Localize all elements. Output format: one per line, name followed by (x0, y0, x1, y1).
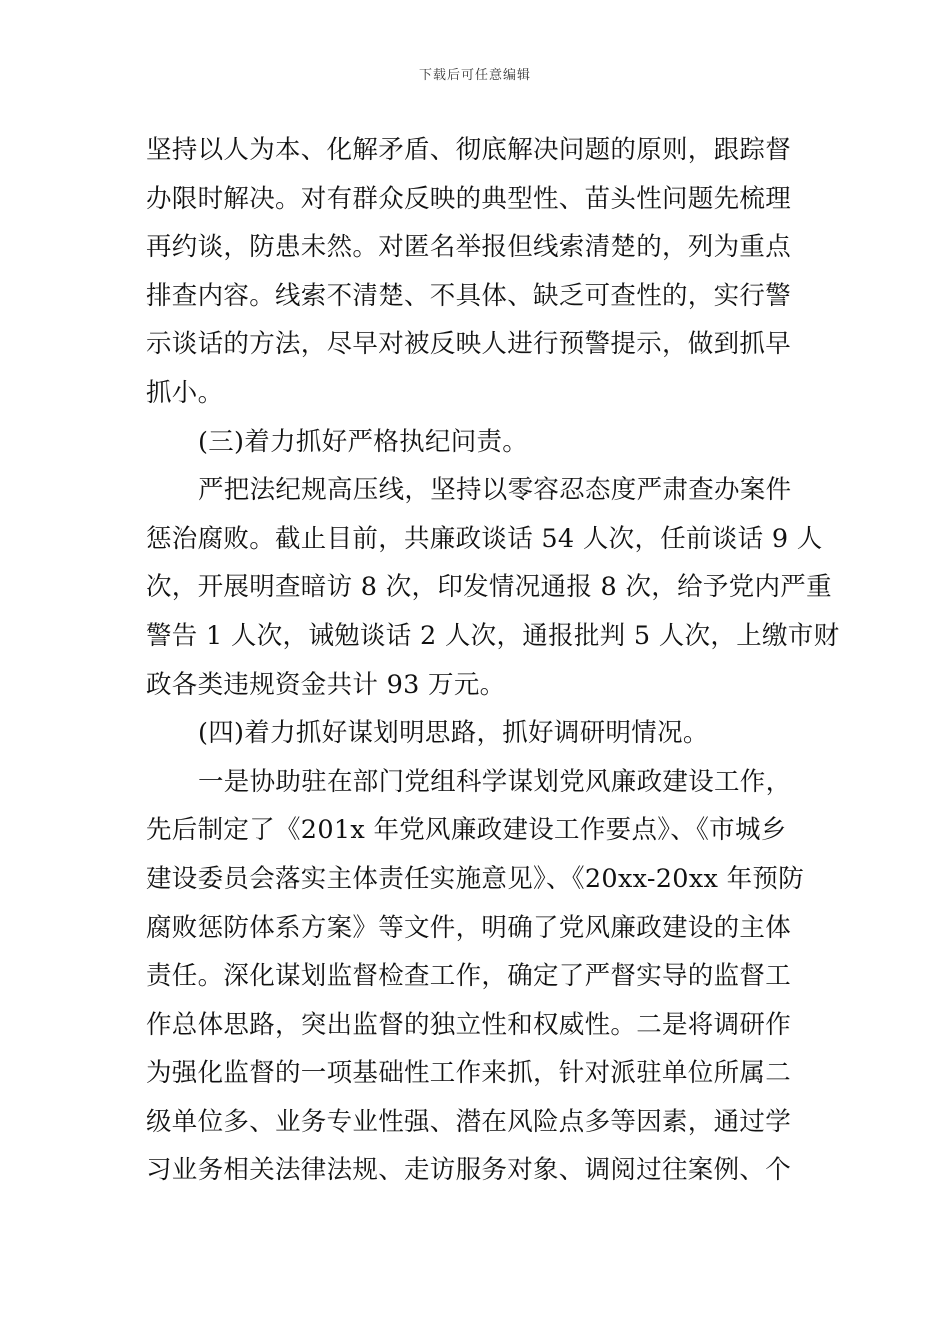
text-line: 腐败惩防体系方案》等文件，明确了党风廉政建设的主体 (146, 912, 792, 943)
text-line: 为强化监督的一项基础性工作来抓，针对派驻单位所属二 (146, 1058, 792, 1089)
text-line: 习业务相关法律法规、走访服务对象、调阅过往案例、个 (146, 1155, 792, 1186)
text-line: 次，开展明查暗访 8 次，印发情况通报 8 次，给予党内严重 (146, 572, 832, 603)
text-line: 级单位多、业务专业性强、潜在风险点多等因素，通过学 (146, 1106, 792, 1137)
page-header: 下载后可任意编辑 (418, 68, 531, 83)
text-line: 责任。深化谋划监督检查工作，确定了严督实导的监督工 (146, 961, 792, 992)
text-line: 建设委员会落实主体责任实施意见》、《20xx-20xx 年预防 (146, 863, 804, 894)
text-line: 办限时解决。对有群众反映的典型性、苗头性问题先梳理 (146, 183, 792, 214)
text-line: (四)着力抓好谋划明思路，抓好调研明情况。 (198, 718, 709, 749)
text-line: 惩治腐败。截止目前，共廉政谈话 54 人次，任前谈话 9 人 (146, 523, 823, 554)
text-line: 抓小。 (146, 377, 224, 408)
text-line: 警告 1 人次，诫勉谈话 2 人次，通报批判 5 人次，上缴市财 (146, 620, 840, 651)
text-line: 作总体思路，突出监督的独立性和权威性。二是将调研作 (146, 1009, 792, 1040)
text-line: 示谈话的方法，尽早对被反映人进行预警提示，做到抓早 (146, 329, 792, 360)
text-line: 坚持以人为本、化解矛盾、彻底解决问题的原则，跟踪督 (146, 135, 792, 165)
text-line: 排查内容。线索不清楚、不具体、缺乏可查性的，实行警 (146, 280, 792, 311)
text-line: (三)着力抓好严格执纪问责。 (198, 426, 529, 457)
text-line: 再约谈，防患未然。对匿名举报但线索清楚的，列为重点 (146, 232, 792, 263)
text-line: 政各类违规资金共计 93 万元。 (146, 669, 506, 700)
text-line: 先后制定了《201x 年党风廉政建设工作要点》、《市城乡 (146, 815, 787, 846)
text-line: 一是协助驻在部门党组科学谋划党风廉政建设工作， (198, 766, 792, 797)
text-line: 严把法纪规高压线，坚持以零容忍态度严肃查办案件 (198, 475, 792, 506)
document-body (146, 126, 840, 1195)
